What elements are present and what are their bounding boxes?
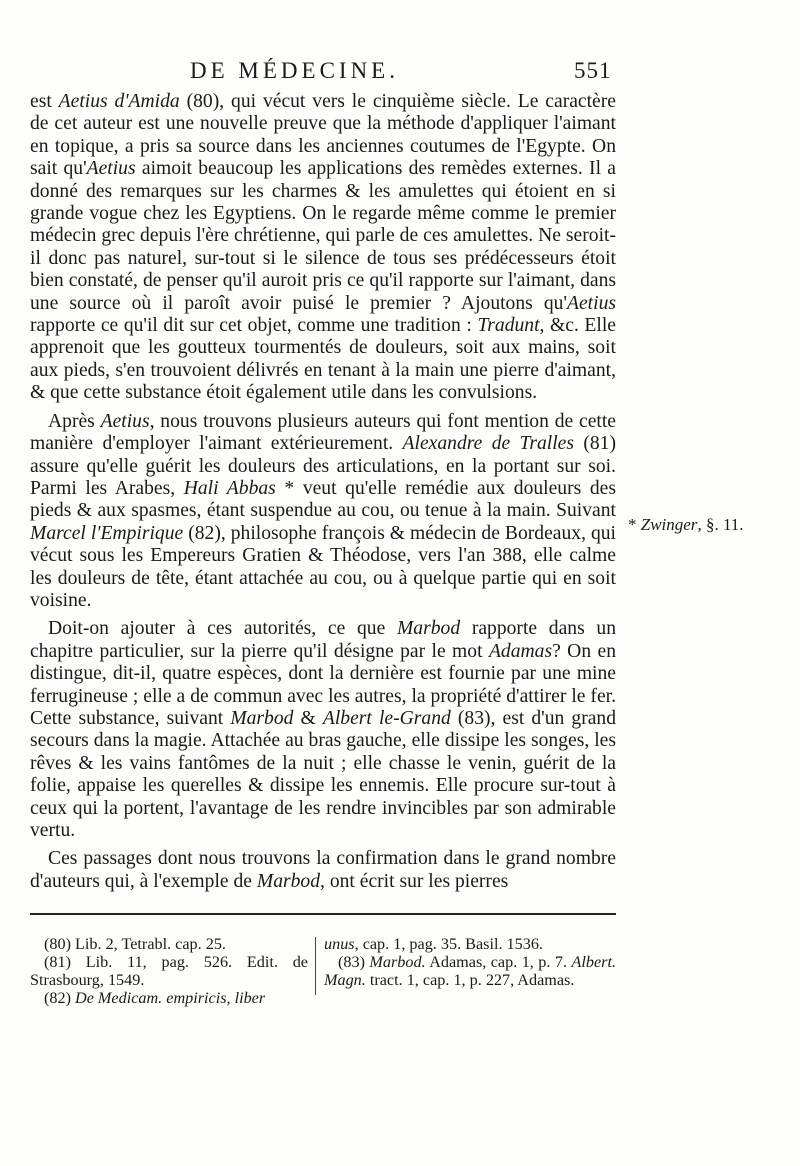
text-run: (81) assure qu'elle guérit les douleurs des articulations, en la portant sur soi. Parmi les Arabes, xyxy=(30,433,617,499)
italic-text: Aetius xyxy=(86,158,136,180)
text-run: Après xyxy=(48,410,101,432)
italic-text: Marcel l'Empirique xyxy=(30,522,184,544)
italic-text: Albert. Magn. xyxy=(324,953,616,989)
footnote-rule xyxy=(30,913,616,915)
italic-text: Albert le-Grand xyxy=(322,707,451,729)
text-run: ? On en distingue, dit-il, quatre espèces, dont la dernière est fournie par une mine ferrugineuse ; elle a de commun avec les autres, la propriété d'attirer le fer. Cette substance, suivant xyxy=(30,640,617,729)
footnotes-left-column xyxy=(30,935,308,1007)
text-run: (83) xyxy=(338,953,370,971)
paragraph xyxy=(30,411,616,613)
footnote-column-divider xyxy=(315,937,316,995)
italic-text: Marbod xyxy=(396,618,461,640)
text-run: aimoit beaucoup les applications des remèdes externes. Il a donné des remarques sur les charmes & les amulettes qui étoient en si grande vogue chez les Egyptiens. On le regarde même comme le premier médecin grec depuis l'ère chrétienne, qui parle de ces amulettes. Ne seroit-il donc pas naturel, sur-tout si le silence de tous ses prédécesseurs étoit bien constaté, de penser qu'il auroit pris ce qu'il rapporte sur l'aimant, dans une source où il paroît avoir puisé le premier ? Ajoutons qu' xyxy=(30,158,617,314)
italic-text: Hali Abbas xyxy=(183,477,276,499)
italic-text: Adamas xyxy=(488,640,553,662)
italic-text: Marbod xyxy=(230,707,294,729)
margin-note-name: Zwinger xyxy=(640,515,698,534)
text-run: , cap. 1, pag. 35. Basil. 1536. xyxy=(354,935,543,953)
text-run: tract. 1, cap. 1, p. 227, Adamas. xyxy=(365,971,575,989)
footnote xyxy=(30,935,308,953)
footnotes-right-column xyxy=(324,935,616,989)
footnote xyxy=(324,953,616,989)
text-run: , &c. Elle apprenoit que les goutteux tourmentés de douleurs, soit aux mains, soit aux pieds, s'en trouvoient délivrés en tenant à la main une pierre d'aimant, & que cette substance étoit également utile dans les convulsions. xyxy=(30,315,616,404)
margin-note-marker: * xyxy=(628,515,641,534)
text-run: & xyxy=(293,707,323,729)
text-run: * veut qu'elle remédie aux douleurs des pieds & aux spasmes, étant suspendue au cou, ou tenue à la main. Suivant xyxy=(30,477,616,522)
text-run: (80) Lib. 2, Tetrabl. cap. 25. xyxy=(44,935,226,953)
footnote xyxy=(30,989,308,1007)
italic-text: Aetius d'Amida xyxy=(58,91,180,112)
text-run: (83), est d'un grand secours dans la magie. Attachée au bras gauche, elle dissipe les songes, les rêves & les vains fantômes de la nuit ; elle chasse le venin, guérit de la folie, appaise les querelles & dissipe les ennemis. Elle procure sur-tout à ceux qui la portent, l'avantage de les rendre invincibles par son admirable vertu. xyxy=(30,707,617,841)
text-run: est xyxy=(30,91,59,112)
text-run: Adamas, cap. 1, p. 7. xyxy=(425,953,572,971)
italic-text: Aetius xyxy=(100,410,150,432)
margin-note-ref: , §. 11. xyxy=(697,515,744,534)
main-text xyxy=(30,91,616,893)
text-run: Doit-on ajouter à ces autorités, ce que xyxy=(48,618,397,640)
italic-text: unus xyxy=(324,935,355,953)
text-run: (82) xyxy=(44,989,76,1007)
italic-text: Tradunt xyxy=(477,315,540,337)
text-run: , ont écrit sur les pierres xyxy=(320,870,509,892)
text-run: rapporte ce qu'il dit sur cet objet, comme une tradition : xyxy=(30,315,478,337)
footnote xyxy=(324,935,616,953)
italic-text: Marbod. xyxy=(369,953,426,971)
text-run: (80), qui vécut vers le cinquième siècle. Le caractère de cet auteur est une nouvelle preuve que la méthode d'appliquer l'aimant en topique, a pris sa source dans les anciennes coutumes de l'Egypte. On sait qu' xyxy=(30,91,616,180)
paragraph xyxy=(30,848,616,893)
text-run: (82), philosophe françois & médecin de Bordeaux, qui vécut sous les Empereurs Gratien & Théodose, vers l'an 388, elle calme les douleurs de tête, étant attachée au cou, ou à quelque partie qui en soit voisine. xyxy=(30,522,616,611)
italic-text: Alexandre de Tralles xyxy=(402,433,574,455)
text-run: , nous trouvons plusieurs auteurs qui font mention de cette manière d'employer l'aimant extérieurement. xyxy=(30,410,616,455)
text-run: rapporte dans un chapitre particulier, sur la pierre qu'il désigne par le mot xyxy=(30,618,616,662)
footnote xyxy=(30,953,308,989)
italic-text: De Medicam. empiricis, liber xyxy=(75,989,266,1007)
italic-text: Marbod xyxy=(256,870,321,892)
italic-text: Aetius xyxy=(567,292,616,314)
text-run: (81) Lib. 11, pag. 526. Edit. de Strasbourg, 1549. xyxy=(30,953,308,989)
margin-note xyxy=(628,515,744,535)
paragraph xyxy=(30,91,616,405)
running-head: DE MÉDECINE. xyxy=(190,58,399,83)
page-number: 551 xyxy=(574,58,612,83)
footnotes xyxy=(30,935,616,1025)
paragraph xyxy=(30,618,616,842)
text-run: Ces passages dont nous trouvons la confirmation dans le grand nombre d'auteurs qui, à l'exemple de xyxy=(30,848,616,892)
